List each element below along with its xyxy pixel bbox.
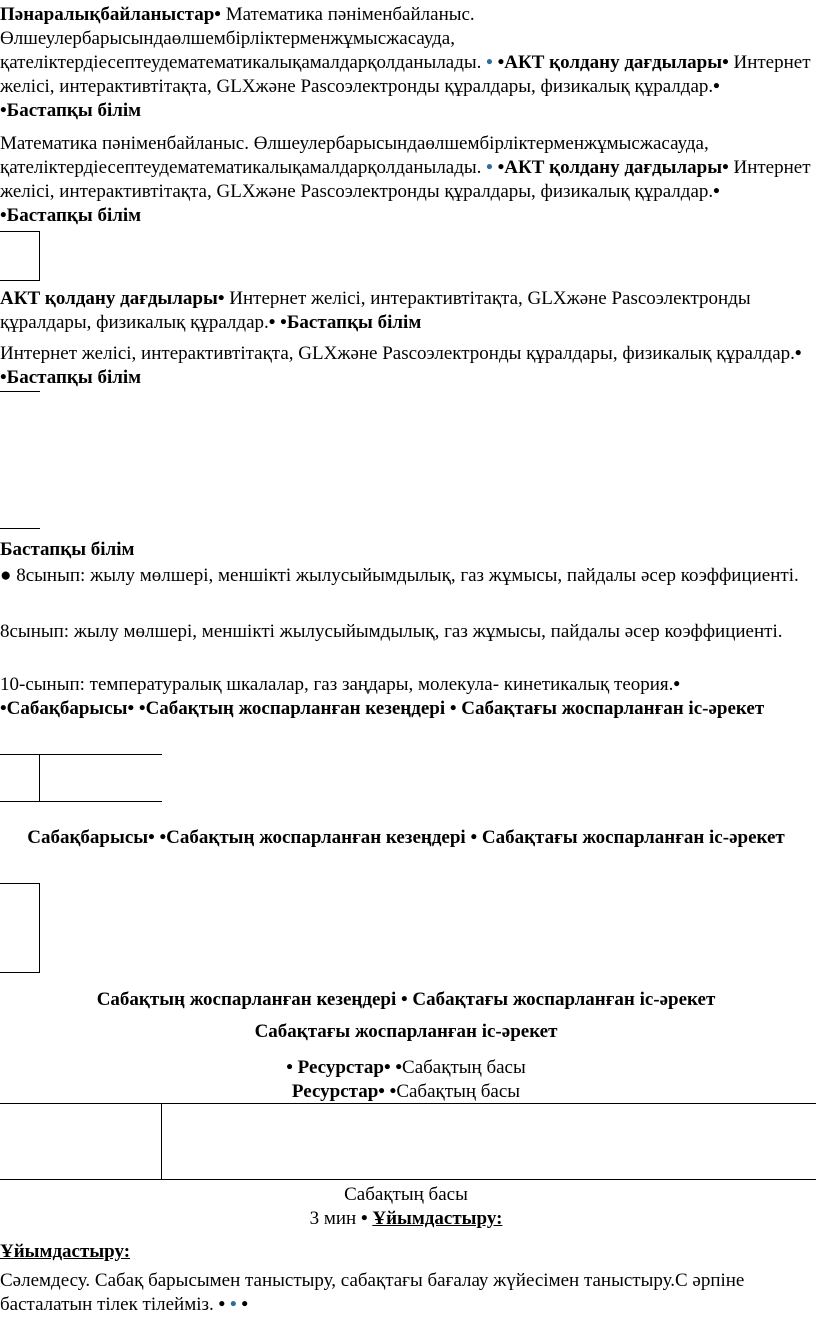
bullet-icon: • (794, 343, 802, 364)
bullet-icon: • (0, 205, 7, 226)
bullet-icon: • (280, 312, 287, 333)
bullet-icon: • (0, 367, 7, 388)
table-border (0, 883, 40, 884)
resources-line (0, 1080, 812, 1104)
heading-prior-knowledge: Бастапқы білім (286, 312, 422, 333)
heading-planned-activity: Сабақтағы жоспарланған іс-әрекет (461, 698, 765, 719)
bullet-icon: • (286, 1057, 293, 1078)
heading-prior-knowledge: Бастапқы білім (6, 205, 142, 226)
paragraph-interdisciplinary (0, 3, 812, 123)
table-border (0, 528, 40, 529)
bullet-icon: • (218, 1294, 226, 1315)
table-border (0, 231, 40, 232)
bullet-icon: • (486, 157, 493, 178)
bullet-icon: • (713, 76, 720, 97)
bullet-icon: • (497, 52, 505, 73)
ict-text: Интернет желісі, интерактивтітақта, GLXжәне Pascoэлектронды құралдары, физикалық құралдар. (0, 288, 751, 333)
bullet-icon: • (449, 698, 457, 719)
table-border (161, 1103, 162, 1180)
heading-planned-stages: Сабақтың жоспарланған кезеңдері (96, 989, 397, 1010)
bullet-icon: • (673, 674, 681, 695)
paragraph-internet (0, 342, 812, 390)
bullet-icon: • (360, 1208, 368, 1229)
lesson-start-text: Сабақтың басы (396, 1081, 521, 1102)
bullet-icon: • (401, 989, 408, 1010)
heading-planned-stages: Сабақтың жоспарланған кезеңдері (145, 698, 446, 719)
ict-text: Интернет желісі, интерактивтітақта, GLXжәне Pascoэлектронды құралдары, физикалық құралдар. (0, 157, 811, 202)
heading-organizing: Ұйымдастыру: (0, 1241, 131, 1262)
heading-ict-skills: АКТ қолдану дағдылары (504, 157, 723, 178)
bullet-icon: • (470, 827, 478, 848)
bullet-icon: • (383, 1057, 391, 1078)
heading-interdisciplinary: Пәнаралықбайланыстар (0, 4, 215, 25)
bullet-icon: • (378, 1081, 385, 1102)
bullet-icon: • (268, 312, 276, 333)
heading-prior-knowledge: Бастапқы білім (6, 367, 142, 388)
bullet-icon: • (395, 1057, 403, 1078)
heading-lesson-flow: Сабақбарысы (27, 827, 149, 848)
table-border (39, 754, 40, 802)
heading-prior-knowledge: Бастапқы білім (0, 539, 135, 560)
bullet-icon: • (159, 827, 167, 848)
lesson-start-text: Сабақтың басы (344, 1184, 468, 1205)
heading-planned-activity: Сабақтағы жоспарланған іс-әрекет (254, 1021, 558, 1042)
heading-planned-activity: Сабақтағы жоспарланған іс-әрекет (481, 827, 785, 848)
heading-lesson-flow: Сабақбарысы (6, 698, 128, 719)
grade8-item: ● 8сынып: жылу мөлшері, меншікті жылусыйымдылық, газ жұмысы, пайдалы әсер коэффициенті. (0, 565, 799, 586)
bullet-icon: • (217, 288, 225, 309)
table-border (0, 280, 40, 281)
heading-resources: Ресурстар (297, 1057, 384, 1078)
lesson-start-text: Сабақтың басы (402, 1057, 526, 1078)
table-border (39, 883, 40, 973)
resources-line (0, 1056, 812, 1080)
grade10-text: 10-сынып: температуралық шкалалар, газ заңдары, молекула- кинетикалық теория.• •Сабақбарысы• •Сабақтың жоспарланған кезеңдері • Сабақтағы жоспарланған іс-әрекет (0, 674, 765, 719)
table-border (0, 1103, 816, 1104)
greeting-paragraph (0, 1269, 812, 1317)
bullet-icon: • (722, 157, 729, 178)
bullet-icon: • (0, 100, 7, 121)
heading-planned-activity: Сабақтағы жоспарланған іс-әрекет (412, 989, 716, 1010)
heading-ict-skills: АКТ қолдану дағдылары (0, 288, 218, 309)
duration-text: 3 мин (309, 1208, 361, 1229)
bullet-icon: • (214, 4, 221, 25)
bullet-icon: • (722, 52, 729, 73)
lesson-flow-header (0, 826, 812, 850)
bullet-icon: • (241, 1294, 248, 1315)
grade8-text: 8сынып: жылу мөлшері, меншікті жылусыйымдылық, газ жұмысы, пайдалы әсер коэффициенті. (0, 621, 783, 642)
math-link-text: Математика пәніменбайланыс. Өлшеулербарысындаөлшембірліктерменжұмысжасауда, қателіктердіесептеудематематикалықамалдарқолданылады. (0, 4, 487, 73)
bullet-icon: • (0, 698, 7, 719)
bullet-icon: • (497, 157, 505, 178)
heading-prior-knowledge: Бастапқы білім (6, 100, 142, 121)
ict-text: Интернет желісі, интерактивтітақта, GLXжәне Pascoэлектронды құралдары, физикалық құралдар. (0, 343, 795, 364)
bullet-icon: • (138, 698, 146, 719)
bullet-icon: • (389, 1081, 397, 1102)
greeting-text: Сәлемдесу. Сабақ барысымен таныстыру, сабақтағы бағалау жүйесімен таныстыру.С әрпіне басталатын тілек тілейміз. (0, 1270, 745, 1315)
bullet-icon: • (127, 698, 135, 719)
ict-text: Интернет желісі, интерактивтітақта, GLXжәне Pascoэлектронды құралдары, физикалық құралдар. (0, 52, 811, 97)
table-border (0, 801, 162, 802)
duration-line (0, 1207, 812, 1231)
heading-resources: Ресурстар (291, 1081, 379, 1102)
table-border (0, 391, 40, 392)
planned-stages-header (0, 988, 812, 1012)
table-border (39, 231, 40, 281)
bullet-icon: • (713, 181, 720, 202)
bullet-icon: • (229, 1294, 237, 1315)
heading-organizing: Ұйымдастыру: (372, 1208, 503, 1229)
math-link-text: Математика пәніменбайланыс. Өлшеулербарысындаөлшембірліктерменжұмысжасауда, қателіктердіесептеудематематикалықамалдарқолданылады. (0, 133, 709, 178)
heading-planned-stages: Сабақтың жоспарланған кезеңдері (166, 827, 466, 848)
bullet-icon: • (486, 52, 493, 73)
table-border (0, 1179, 816, 1180)
heading-ict-skills: АКТ қолдану дағдылары (504, 52, 723, 73)
table-border (0, 972, 40, 973)
bullet-icon: ● (0, 565, 12, 586)
paragraph-ict (0, 287, 812, 335)
paragraph-math-link (0, 132, 812, 228)
bullet-icon: • (148, 827, 155, 848)
table-border (0, 754, 162, 755)
